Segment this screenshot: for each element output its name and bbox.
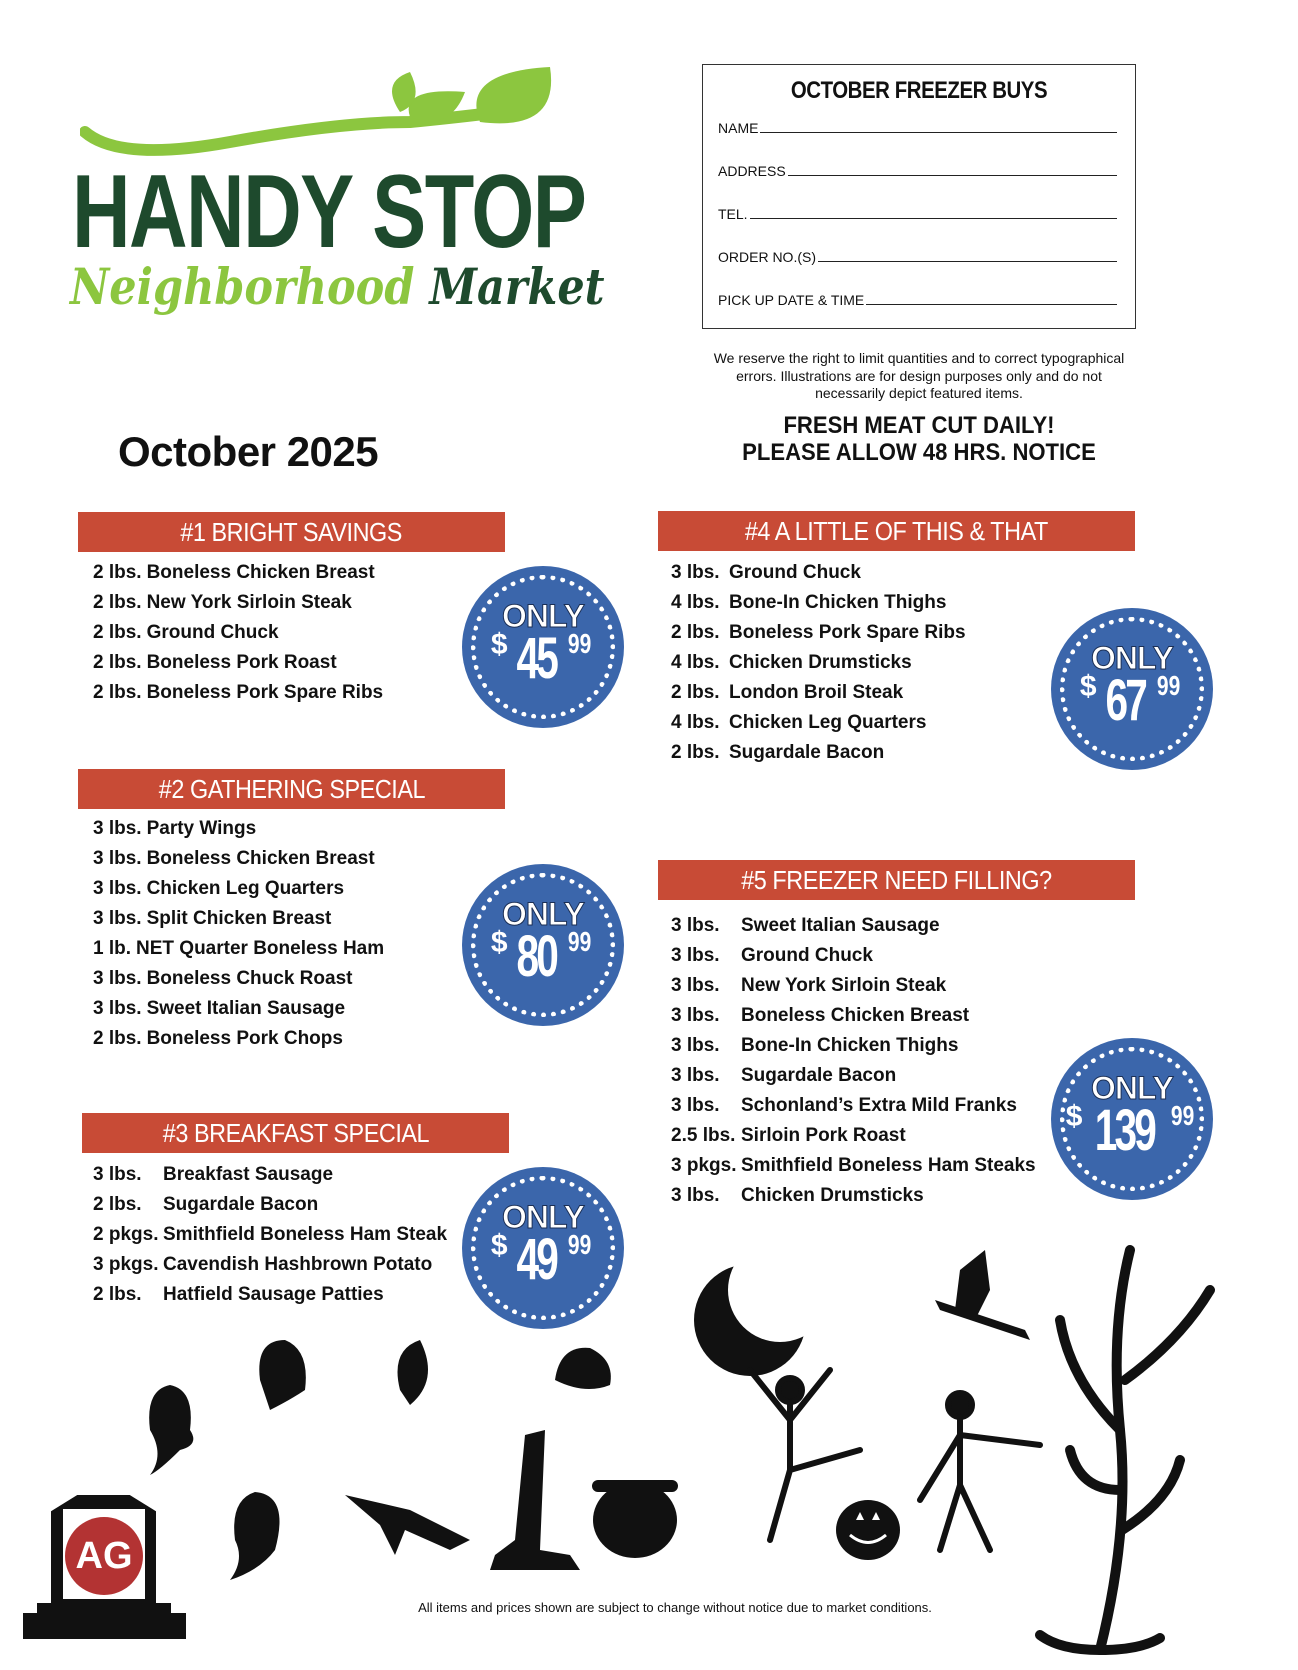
item-name: Boneless Pork Spare Ribs [729, 622, 966, 643]
price-whole: 139 [1095, 1098, 1155, 1163]
order-form [702, 64, 1136, 329]
disclaimer: We reserve the right to limit quantities and to correct typographical errors. Illustrations are for design purposes only and do not necessarily depict featured items. [713, 350, 1125, 401]
list-item [93, 844, 384, 874]
list-item [671, 1031, 1036, 1061]
pumpkin-icon [836, 1500, 900, 1560]
item-quantity: 3 lbs. [93, 878, 142, 899]
item-name: Ground Chuck [146, 622, 279, 643]
list-item [93, 678, 383, 708]
list-item [671, 1121, 1036, 1151]
item-quantity: 3 lbs. [93, 968, 142, 989]
fresh-line2: PLEASE ALLOW 48 HRS. NOTICE [742, 439, 1096, 466]
list-item [671, 738, 966, 768]
tree-icon [1040, 1250, 1210, 1650]
item-quantity: 2 lbs. [93, 622, 142, 643]
item-name: Chicken Leg Quarters [729, 712, 927, 733]
badge-only: ONLY [1091, 1070, 1173, 1106]
list-item [93, 1024, 384, 1054]
section-title: #1 BRIGHT SAVINGS [180, 517, 403, 547]
price-dollar: $ [490, 926, 508, 959]
list-item [93, 648, 383, 678]
item-quantity: 2 lbs. [93, 1028, 142, 1049]
logo-neighborhood: Neighborhood [70, 257, 415, 316]
list-item [671, 648, 966, 678]
item-name: Chicken Leg Quarters [146, 878, 345, 899]
section-header [78, 769, 505, 809]
section-title: #2 GATHERING SPECIAL [158, 774, 425, 804]
item-name: Cavendish Hashbrown Potato [163, 1254, 433, 1275]
list-item [671, 1001, 1036, 1031]
badge-only: ONLY [502, 598, 584, 634]
moon-icon [694, 1238, 832, 1376]
item-quantity: 3 lbs. [671, 1035, 720, 1056]
list-item [671, 1181, 1036, 1211]
price-dollar: $ [490, 1229, 508, 1262]
item-name: Sugardale Bacon [741, 1065, 897, 1086]
item-quantity: 1 lb. [93, 938, 132, 959]
item-name: Party Wings [146, 818, 257, 839]
item-name: Hatfield Sausage Patties [163, 1284, 384, 1305]
list-item [671, 1151, 1036, 1181]
item-name: London Broil Steak [729, 682, 904, 703]
item-quantity: 3 lbs. [671, 562, 720, 583]
list-item [93, 558, 383, 588]
item-quantity: 4 lbs. [671, 652, 720, 673]
tombstone-logo [23, 1495, 186, 1640]
logo-handy-stop: HANDY STOP [72, 154, 586, 270]
price-whole: 45 [515, 626, 556, 691]
item-quantity: 3 lbs. [671, 945, 720, 966]
section-header [78, 512, 505, 552]
badge-price [462, 924, 624, 989]
logo-subtitle [70, 257, 605, 316]
section-items [93, 814, 384, 1054]
list-item [671, 678, 966, 708]
item-name: Sugardale Bacon [729, 742, 885, 763]
list-item [93, 904, 384, 934]
list-item [671, 618, 966, 648]
list-item [671, 911, 1036, 941]
section-title: #5 FREEZER NEED FILLING? [741, 865, 1052, 895]
footer-note: All items and prices shown are subject to change without notice due to market conditions. [418, 1600, 932, 1615]
field-label: NAME [718, 120, 759, 136]
section-items [93, 558, 383, 708]
price-cents: 99 [567, 1229, 592, 1260]
item-quantity: 2 lbs. [93, 562, 142, 583]
list-item [93, 588, 383, 618]
fresh-meat-notice [699, 412, 1139, 466]
item-quantity: 3 lbs. [93, 1164, 142, 1185]
list-item [93, 618, 383, 648]
section-header [82, 1113, 509, 1153]
address-field[interactable] [718, 163, 1117, 179]
item-name: Bone-In Chicken Thighs [741, 1035, 959, 1056]
price-badge [462, 566, 624, 728]
price-whole: 80 [515, 924, 556, 989]
price-badge [462, 864, 624, 1026]
item-quantity: 2 lbs. [93, 592, 142, 613]
item-quantity: 2 lbs. [93, 652, 142, 673]
price-badge [1051, 608, 1213, 770]
price-dollar: $ [1079, 670, 1097, 703]
item-quantity: 3 lbs. [93, 998, 142, 1019]
price-whole: 49 [515, 1227, 556, 1292]
zombie-hand-icon [490, 1430, 580, 1570]
item-name: Sweet Italian Sausage [146, 998, 346, 1019]
item-quantity: 2 lbs. [93, 1194, 142, 1215]
witch-icon [935, 1250, 1030, 1340]
item-quantity: 3 pkgs. [93, 1254, 159, 1275]
item-name: New York Sirloin Steak [146, 592, 352, 613]
logo-market: Market [429, 257, 605, 316]
item-quantity: 2 lbs. [93, 1284, 142, 1305]
item-name: Boneless Pork Chops [146, 1028, 343, 1049]
section-header [658, 860, 1135, 900]
item-quantity: 2 pkgs. [93, 1224, 159, 1245]
list-item [93, 1160, 447, 1190]
item-quantity: 4 lbs. [671, 712, 720, 733]
price-dollar: $ [490, 628, 508, 661]
item-name: Smithfield Boneless Ham Steak [163, 1224, 448, 1245]
bat-icon [345, 1340, 470, 1555]
list-item [93, 874, 384, 904]
item-name: Schonland’s Extra Mild Franks [741, 1095, 1017, 1116]
price-badge [1051, 1038, 1213, 1200]
item-name: Boneless Chicken Breast [146, 848, 375, 869]
item-name: Boneless Chuck Roast [146, 968, 353, 989]
price-whole: 67 [1104, 668, 1145, 733]
item-name: Ground Chuck [741, 945, 873, 966]
field-label: ADDRESS [718, 163, 786, 179]
list-item [671, 971, 1036, 1001]
list-item [671, 588, 966, 618]
section-title: #4 A LITTLE OF THIS & THAT [744, 516, 1048, 546]
item-quantity: 4 lbs. [671, 592, 720, 613]
item-quantity: 3 lbs. [671, 1065, 720, 1086]
price-cents: 99 [567, 926, 592, 957]
item-name: New York Sirloin Steak [741, 975, 947, 996]
price-cents: 99 [567, 628, 592, 659]
item-quantity: 3 lbs. [93, 908, 142, 929]
item-quantity: 3 lbs. [671, 975, 720, 996]
badge-only: ONLY [1091, 640, 1173, 676]
list-item [93, 934, 384, 964]
ag-logo: AG [65, 1517, 143, 1595]
fresh-line1: FRESH MEAT CUT DAILY! [783, 412, 1055, 439]
tel-field[interactable] [718, 206, 1117, 222]
list-item [93, 964, 384, 994]
item-quantity: 2 lbs. [671, 682, 720, 703]
item-name: Breakfast Sausage [163, 1164, 334, 1185]
item-name: NET Quarter Boneless Ham [136, 938, 385, 959]
field-label: ORDER NO.(S) [718, 249, 816, 265]
list-item [671, 941, 1036, 971]
badge-price [1051, 668, 1213, 733]
name-field[interactable] [718, 120, 1117, 136]
item-name: Smithfield Boneless Ham Steaks [741, 1155, 1036, 1176]
item-name: Chicken Drumsticks [729, 652, 912, 673]
item-quantity: 2.5 lbs. [671, 1125, 736, 1146]
badge-price [1051, 1098, 1213, 1163]
section-items [671, 911, 1036, 1211]
list-item [671, 558, 966, 588]
list-item [671, 708, 966, 738]
list-item [93, 814, 384, 844]
item-quantity: 2 lbs. [93, 682, 142, 703]
section-header [658, 511, 1135, 551]
month-title: October 2025 [118, 428, 379, 475]
price-cents: 99 [1171, 1100, 1195, 1131]
item-quantity: 3 lbs. [671, 1005, 720, 1026]
price-dollar: $ [1065, 1100, 1083, 1133]
item-name: Split Chicken Breast [146, 908, 332, 929]
list-item [93, 1190, 447, 1220]
item-quantity: 3 pkgs. [671, 1155, 737, 1176]
item-name: Boneless Pork Roast [146, 652, 337, 673]
item-name: Sugardale Bacon [163, 1194, 319, 1215]
badge-only: ONLY [502, 1199, 584, 1235]
form-title: OCTOBER FREEZER BUYS [790, 77, 1048, 104]
badge-price [462, 626, 624, 691]
field-label: TEL. [718, 206, 748, 222]
item-quantity: 3 lbs. [671, 1095, 720, 1116]
badge-only: ONLY [502, 896, 584, 932]
item-name: Boneless Chicken Breast [146, 562, 375, 583]
item-name: Boneless Pork Spare Ribs [146, 682, 384, 703]
item-name: Bone-In Chicken Thighs [729, 592, 947, 613]
item-name: Ground Chuck [729, 562, 861, 583]
item-quantity: 3 lbs. [671, 1185, 720, 1206]
item-quantity: 3 lbs. [93, 818, 142, 839]
cauldron-icon [592, 1480, 678, 1558]
section-items [671, 558, 966, 768]
section-title: #3 BREAKFAST SPECIAL [162, 1118, 429, 1148]
list-item [671, 1091, 1036, 1121]
price-cents: 99 [1156, 670, 1181, 701]
item-quantity: 3 lbs. [671, 915, 720, 936]
item-quantity: 2 lbs. [671, 742, 720, 763]
list-item [93, 994, 384, 1024]
item-name: Sirloin Pork Roast [741, 1125, 906, 1146]
item-name: Boneless Chicken Breast [741, 1005, 970, 1026]
item-name: Sweet Italian Sausage [741, 915, 940, 936]
item-name: Chicken Drumsticks [741, 1185, 924, 1206]
pickup-field[interactable] [718, 292, 1117, 308]
list-item [671, 1061, 1036, 1091]
item-quantity: 2 lbs. [671, 622, 720, 643]
item-quantity: 3 lbs. [93, 848, 142, 869]
order-no-field[interactable] [718, 249, 1117, 265]
field-label: PICK UP DATE & TIME [718, 292, 865, 308]
